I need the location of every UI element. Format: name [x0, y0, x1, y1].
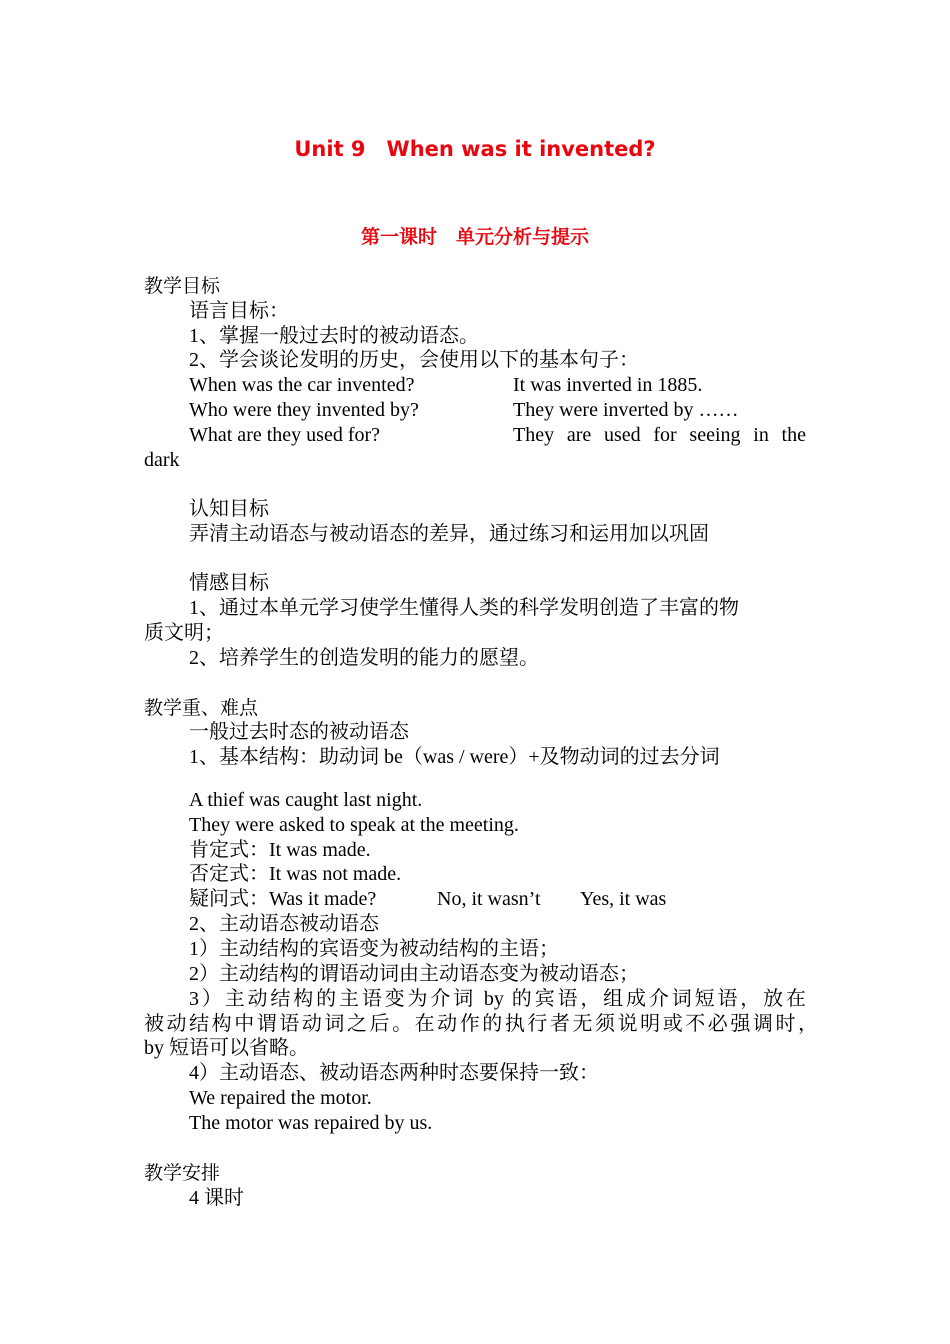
objective-item-1: 1、掌握一般过去时的被动语态。: [189, 325, 479, 347]
short-answer-no: No, it wasn’t: [437, 888, 541, 910]
objectives-heading: 教学目标: [144, 275, 221, 297]
lesson-subtitle: 第一课时 单元分析与提示: [360, 226, 589, 248]
example-answer: They were inverted by ……: [513, 399, 739, 421]
unit-title: Unit 9 When was it invented?: [294, 137, 656, 161]
example-answer: They are used for seeing in the: [513, 424, 806, 446]
rule-3-wrap-end: by 短语可以省略。: [144, 1037, 309, 1059]
basic-structure: 1、基本结构：助动词 be（was / were）+及物动词的过去分词: [189, 746, 720, 768]
emotional-item-1-wrap: 质文明；: [144, 622, 224, 644]
example-question: Who were they invented by?: [189, 399, 419, 421]
rule-1: 1）主动结构的宾语变为被动结构的主语；: [189, 938, 559, 960]
example-sentence: We repaired the motor.: [189, 1087, 372, 1109]
example-sentence: The motor was repaired by us.: [189, 1112, 433, 1134]
rule-2: 2）主动结构的谓语动词由主动语态变为被动语态；: [189, 963, 639, 985]
cognitive-goal-label: 认知目标: [189, 498, 269, 520]
rule-3: 3）主动结构的主语变为介词 by 的宾语，组成介词短语，放在: [189, 988, 806, 1010]
emotional-item-1: 1、通过本单元学习使学生懂得人类的科学发明创造了丰富的物: [189, 597, 739, 619]
affirmative-form: 肯定式：It was made.: [189, 839, 371, 861]
rule-4: 4）主动语态、被动语态两种时态要保持一致：: [189, 1062, 599, 1084]
example-answer-wrap: dark: [144, 449, 180, 471]
language-goal-label: 语言目标：: [189, 300, 289, 322]
rule-3-wrap: 被动结构中谓语动词之后。在动作的执行者无须说明或不必强调时，: [144, 1013, 818, 1035]
schedule-hours: 4 课时: [189, 1187, 244, 1209]
example-sentence: A thief was caught last night.: [189, 789, 423, 811]
schedule-heading: 教学安排: [144, 1162, 221, 1184]
emotional-item-2: 2、培养学生的创造发明的能力的愿望。: [189, 647, 539, 669]
interrogative-form: 疑问式：Was it made?: [189, 888, 377, 910]
example-sentence: They were asked to speak at the meeting.: [189, 814, 519, 836]
negative-form: 否定式：It was not made.: [189, 863, 402, 885]
objective-item-2: 2、学会谈论发明的历史，会使用以下的基本句子：: [189, 349, 639, 371]
example-question: When was the car invented?: [189, 374, 415, 396]
key-points-heading: 教学重、难点: [144, 697, 259, 719]
emotional-goal-label: 情感目标: [189, 572, 269, 594]
point-2: 2、主动语态被动语态: [189, 913, 379, 935]
key-topic: 一般过去时态的被动语态: [189, 721, 409, 743]
cognitive-goal-text: 弄清主动语态与被动语态的差异，通过练习和运用加以巩固: [189, 523, 709, 545]
short-answer-yes: Yes, it was: [580, 888, 667, 910]
example-question: What are they used for?: [189, 424, 381, 446]
example-answer: It was inverted in 1885.: [513, 374, 703, 396]
